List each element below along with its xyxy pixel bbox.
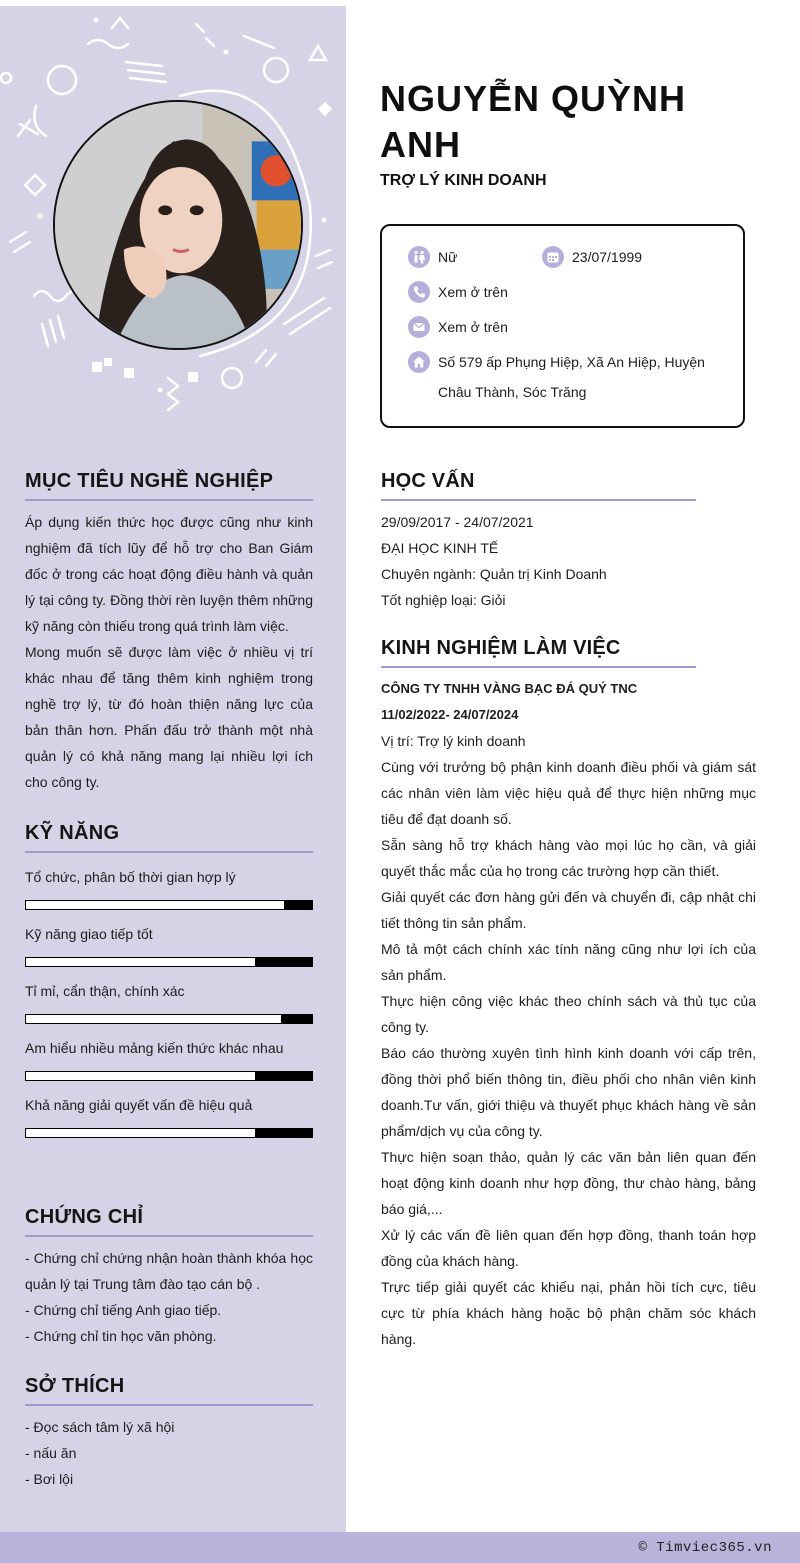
education-title: HỌC VẤN xyxy=(381,470,696,501)
hobbies-title: SỞ THÍCH xyxy=(25,1375,313,1406)
skill-label: Am hiểu nhiều mảng kiến thức khác nhau xyxy=(25,1040,284,1056)
certificates-body xyxy=(25,1245,313,1349)
skill-bar xyxy=(25,1128,313,1138)
hobbies-body xyxy=(25,1414,313,1492)
hobby-item: - Đọc sách tâm lý xã hội xyxy=(25,1419,175,1435)
mail-icon xyxy=(408,316,430,338)
job-title: TRỢ LÝ KINH DOANH xyxy=(380,172,547,189)
skill-label: Tỉ mỉ, cẩn thận, chính xác xyxy=(25,983,185,999)
certificate-item: - Chứng chỉ chứng nhận hoàn thành khóa học quản lý tại Trung tâm đào tạo cán bộ . xyxy=(25,1250,313,1292)
home-icon xyxy=(408,351,430,373)
certificates-title: CHỨNG CHỈ xyxy=(25,1206,313,1237)
skills-section xyxy=(25,822,313,1138)
objective-paragraph: Áp dụng kiến thức học được cũng như kinh nghiệm đã tích lũy để hỗ trợ cho Ban Giám đốc ở trong các hoạt động điều hành và quản lý tại công ty. Đồng thời rèn luyện thêm những kỹ năng còn thiếu trong quá trình làm việc. xyxy=(25,514,313,634)
objective-section xyxy=(25,470,313,795)
skills-list xyxy=(25,867,313,1138)
skill-label: Tổ chức, phân bố thời gian hợp lý xyxy=(25,869,236,885)
phone-icon xyxy=(408,281,430,303)
contact-phone xyxy=(408,281,508,307)
skill-bar-fill xyxy=(26,901,284,909)
education-section xyxy=(381,470,756,613)
experience-title: KINH NGHIỆM LÀM VIỆC xyxy=(381,637,696,668)
experience-period: 11/02/2022- 24/07/2024 xyxy=(381,707,519,722)
footer xyxy=(0,1532,800,1563)
contact-box xyxy=(380,224,745,428)
gender-value: Nữ xyxy=(438,249,458,265)
watermark: © Timviec365.vn xyxy=(638,1540,772,1556)
experience-company: CÔNG TY TNHH VÀNG BẠC ĐÁ QUÝ TNC xyxy=(381,681,638,696)
skill-bar-fill xyxy=(26,1129,255,1137)
education-grade: Tốt nghiệp loại: Giỏi xyxy=(381,592,506,608)
duty-item: Giải quyết các đơn hàng gửi đến và chuyển đi, cập nhật chi tiết thông tin sản phẩm. xyxy=(381,889,756,931)
certificate-item: - Chứng chỉ tiếng Anh giao tiếp. xyxy=(25,1302,222,1318)
hobbies-section xyxy=(25,1375,313,1492)
skill-bar-fill xyxy=(26,1072,255,1080)
education-period: 29/09/2017 - 24/07/2021 xyxy=(381,514,534,530)
skill-item xyxy=(25,981,313,1024)
skill-bar xyxy=(25,957,313,967)
contact-gender xyxy=(408,246,457,272)
duty-item: Thực hiện công việc khác theo chính sách và thủ tục của công ty. xyxy=(381,993,756,1035)
skill-item xyxy=(25,924,313,967)
objective-body xyxy=(25,509,313,795)
skill-bar xyxy=(25,900,313,910)
skill-label: Khả năng giải quyết vấn đề hiệu quả xyxy=(25,1097,253,1113)
birthday-value: 23/07/1999 xyxy=(572,249,643,265)
duty-item: Thực hiện soạn thảo, quản lý các văn bản liên quan đến hoạt động kinh doanh như hợp đồng, thư chào hàng, bảng báo giá,... xyxy=(381,1149,756,1217)
email-value: Xem ở trên xyxy=(438,319,508,335)
skill-bar-fill xyxy=(26,1015,281,1023)
objective-paragraph: Mong muốn sẽ được làm việc ở nhiều vị trí khác nhau để tăng thêm kinh nghiệm trong nghề trợ lý, từ đó hoàn thiện năng lực của bản thân hơn. Phấn đấu trở thành một nhà quản lý có khả năng mang lại nhiều lợi ích cho công ty. xyxy=(25,644,313,790)
duty-item: Cùng với trưởng bộ phận kinh doanh điều phối và giám sát các nhân viên làm việc hiệu quả để thực hiện những mục tiêu để đạt doanh số. xyxy=(381,759,756,827)
gender-icon xyxy=(408,246,430,268)
experience-section xyxy=(381,637,756,1352)
candidate-name: NGUYỄN QUỲNH ANH xyxy=(380,78,687,165)
address-line: Số 579 ấp Phụng Hiệp, Xã An Hiệp, Huyện xyxy=(438,354,705,370)
duty-item: Mô tả một cách chính xác tính năng cũng như lợi ích của sản phẩm. xyxy=(381,941,756,983)
duty-item: Sẵn sàng hỗ trợ khách hàng vào mọi lúc họ cần, và giải quyết thắc mắc của họ trong các trường hợp cần thiết. xyxy=(381,837,756,879)
education-school: ĐẠI HỌC KINH TẾ xyxy=(381,540,499,556)
skill-item xyxy=(25,867,313,910)
duty-item: Báo cáo thường xuyên tình hình kinh doanh với cấp trên, đồng thời phổ biến thông tin, điều phối cho nhân viên kinh doanh.Tư vấn, giới thiệu và thuyết phục khách hàng về sản phẩm/dịch vụ của công ty. xyxy=(381,1045,756,1139)
education-major: Chuyên ngành: Quản trị Kinh Doanh xyxy=(381,566,607,582)
skill-bar xyxy=(25,1071,313,1081)
skill-item xyxy=(25,1038,313,1081)
experience-body xyxy=(381,676,756,1352)
calendar-icon xyxy=(542,246,564,268)
address-value xyxy=(438,347,705,407)
profile-photo xyxy=(53,100,303,350)
contact-birthday xyxy=(542,246,642,272)
experience-position: Vị trí: Trợ lý kinh doanh xyxy=(381,733,526,749)
contact-email xyxy=(408,316,508,342)
address-line: Châu Thành, Sóc Trăng xyxy=(438,384,587,400)
skill-label: Kỹ năng giao tiếp tốt xyxy=(25,926,153,942)
certificates-section xyxy=(25,1206,313,1349)
hobby-item: - nấu ăn xyxy=(25,1445,77,1461)
hobby-item: - Bơi lội xyxy=(25,1471,74,1487)
phone-value: Xem ở trên xyxy=(438,284,508,300)
education-body xyxy=(381,509,756,613)
duty-item: Xử lý các vấn đề liên quan đến hợp đồng, thanh toán hợp đồng của khách hàng. xyxy=(381,1227,756,1269)
skill-bar-fill xyxy=(26,958,255,966)
objective-title: MỤC TIÊU NGHỀ NGHIỆP xyxy=(25,470,313,501)
certificate-item: - Chứng chỉ tin học văn phòng. xyxy=(25,1328,217,1344)
skill-item xyxy=(25,1095,313,1138)
duties-list xyxy=(381,754,756,1352)
skill-bar xyxy=(25,1014,313,1024)
skills-title: KỸ NĂNG xyxy=(25,822,313,853)
duty-item: Trực tiếp giải quyết các khiếu nại, phản hồi tích cực, tiêu cực từ phía khách hàng hoặc bộ phận chăm sóc khách hàng. xyxy=(381,1279,756,1347)
contact-address xyxy=(408,351,705,407)
